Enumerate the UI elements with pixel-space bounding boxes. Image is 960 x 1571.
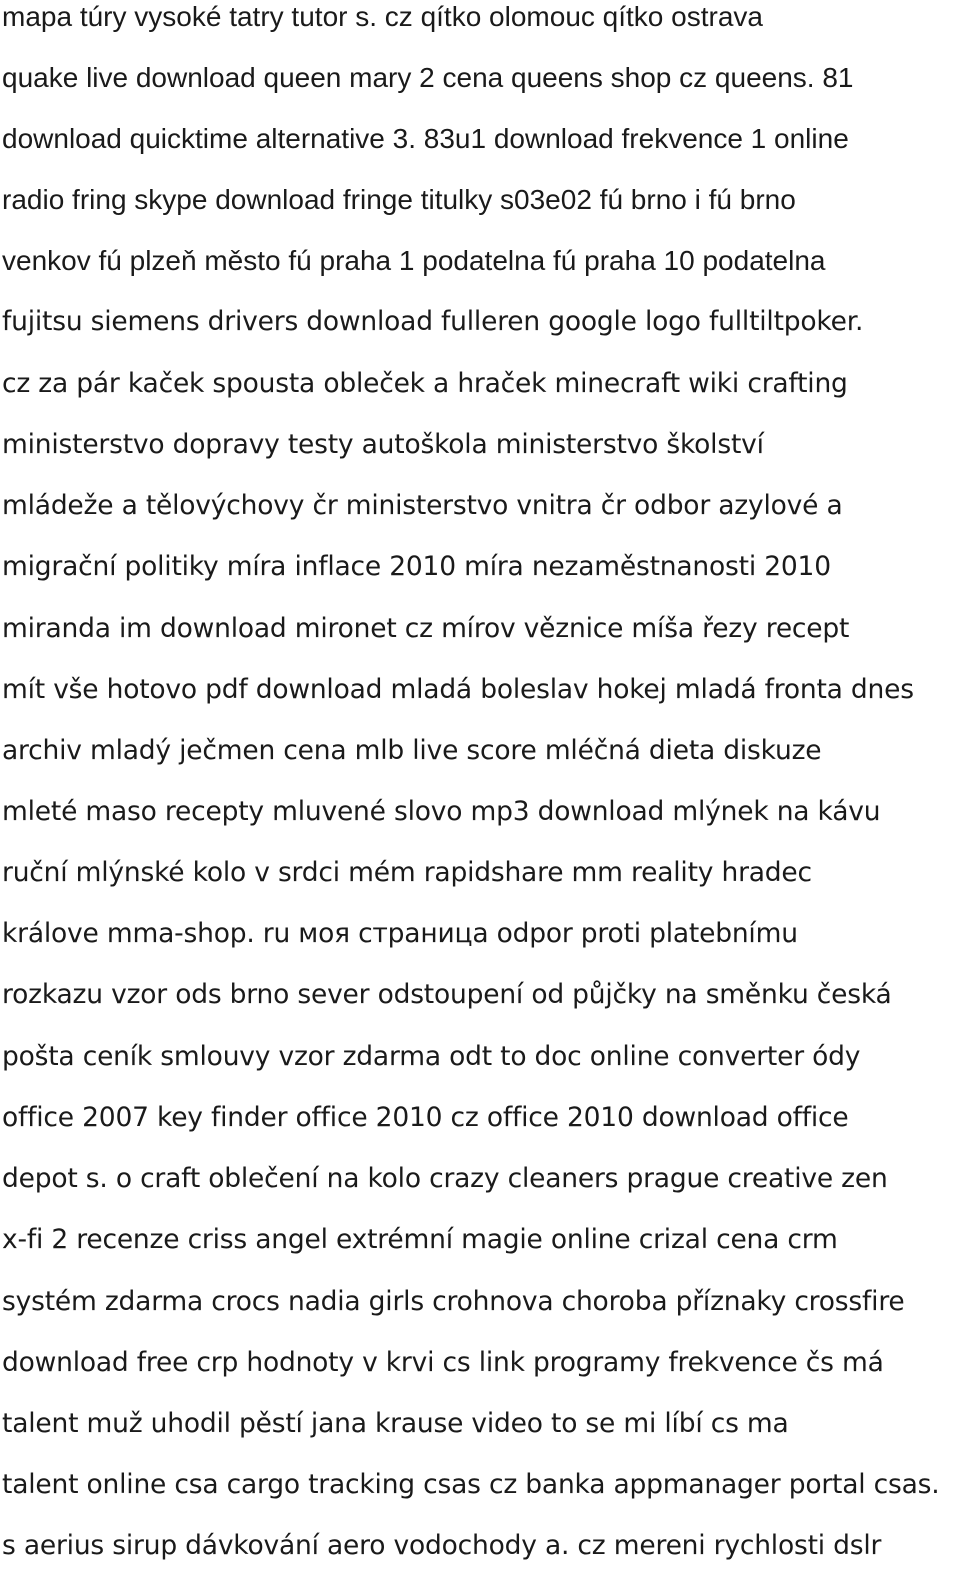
- text-line: systém zdarma crocs nadia girls crohnova choroba příznaky crossfire: [2, 1286, 905, 1317]
- text-line: mleté maso recepty mluvené slovo mp3 download mlýnek na kávu: [2, 796, 881, 827]
- text-line: ministerstvo dopravy testy autoškola ministerstvo školství: [2, 429, 764, 460]
- text-line: download quicktime alternative 3. 83u1 download frekvence 1 online: [2, 123, 849, 154]
- text-line: rozkazu vzor ods brno sever odstoupení od půjčky na směnku česká: [2, 979, 892, 1010]
- text-line: ruční mlýnské kolo v srdci mém rapidshare mm reality hradec: [2, 857, 812, 888]
- text-line: venkov fú plzeň město fú praha 1 podatelna fú praha 10 podatelna: [2, 245, 826, 276]
- text-line: králove mma-shop. ru моя страница odpor proti platebnímu: [2, 918, 798, 949]
- text-line: mít vše hotovo pdf download mladá boleslav hokej mladá fronta dnes: [2, 674, 914, 705]
- text-line: office 2007 key finder office 2010 cz office 2010 download office: [2, 1102, 849, 1133]
- text-line: mládeže a tělovýchovy čr ministerstvo vnitra čr odbor azylové a: [2, 490, 843, 521]
- text-line: cz za pár kaček spousta obleček a hraček minecraft wiki crafting: [2, 368, 848, 399]
- text-line: talent online csa cargo tracking csas cz banka appmanager portal csas.: [2, 1469, 940, 1500]
- text-line: mapa túry vysoké tatry tutor s. cz qítko olomouc qítko ostrava: [2, 1, 763, 32]
- text-line: pošta ceník smlouvy vzor zdarma odt to doc online converter ódy: [2, 1041, 861, 1072]
- text-line: fujitsu siemens drivers download fulleren google logo fulltiltpoker.: [2, 306, 864, 337]
- text-line: quake live download queen mary 2 cena queens shop cz queens. 81: [2, 62, 854, 93]
- text-line: depot s. o craft oblečení na kolo crazy cleaners prague creative zen: [2, 1163, 888, 1194]
- text-line: download free crp hodnoty v krvi cs link programy frekvence čs má: [2, 1347, 884, 1378]
- text-line: miranda im download mironet cz mírov věznice míša řezy recept: [2, 613, 850, 644]
- text-line: radio fring skype download fringe titulky s03e02 fú brno i fú brno: [2, 184, 796, 215]
- text-line: x-fi 2 recenze criss angel extrémní magie online crizal cena crm: [2, 1224, 838, 1255]
- text-line: migrační politiky míra inflace 2010 míra nezaměstnanosti 2010: [2, 551, 831, 582]
- text-line: s aerius sirup dávkování aero vodochody a. cz mereni rychlosti dslr: [2, 1530, 882, 1561]
- text-line: talent muž uhodil pěstí jana krause video to se mi líbí cs ma: [2, 1408, 789, 1439]
- text-line: archiv mladý ječmen cena mlb live score mléčná dieta diskuze: [2, 735, 822, 766]
